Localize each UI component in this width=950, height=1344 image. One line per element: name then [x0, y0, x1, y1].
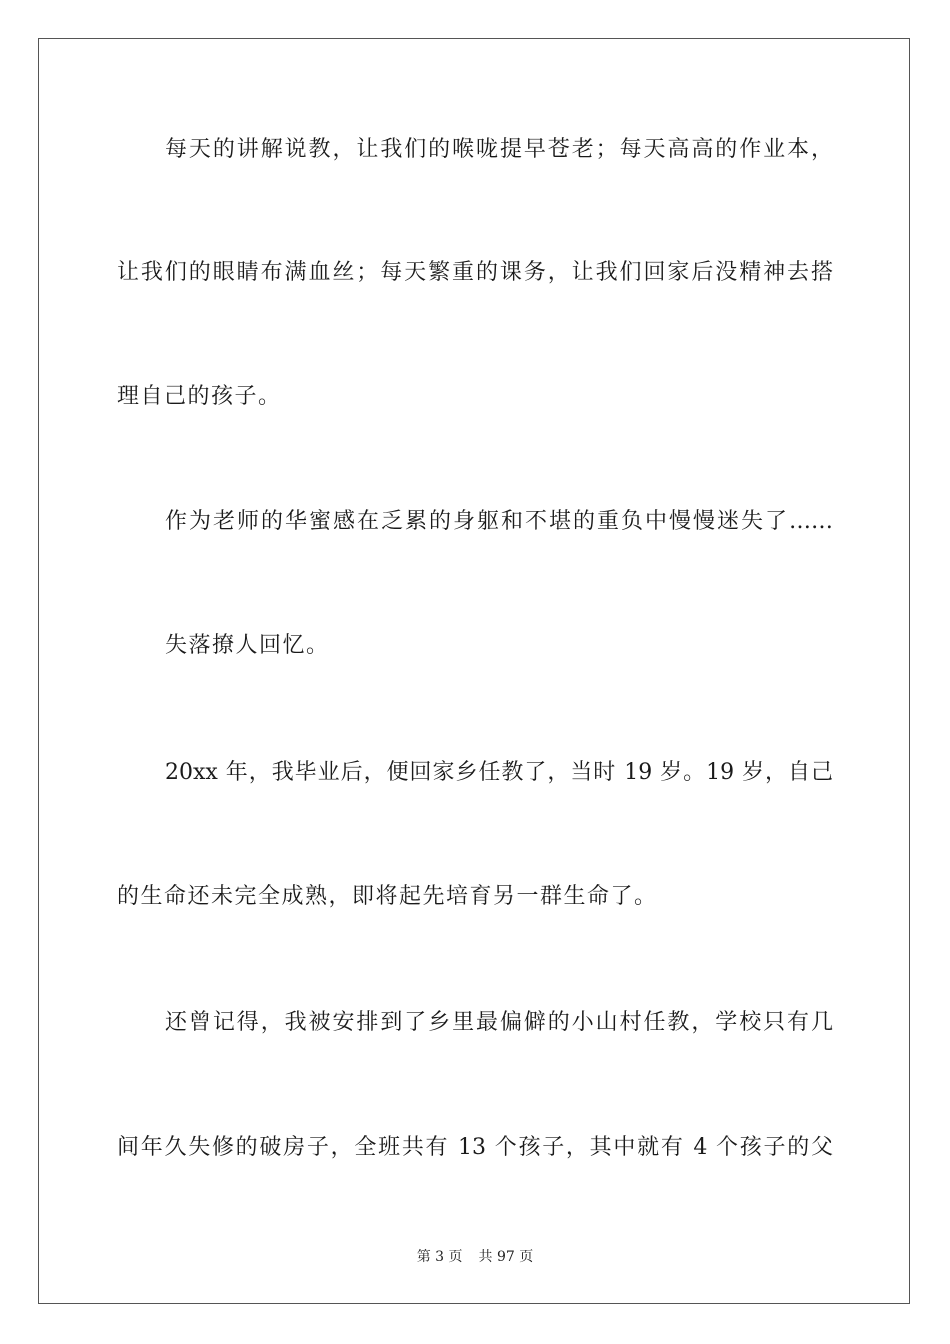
body-line-9: 间年久失修的破房子，全班共有 13 个孩子，其中就有 4 个孩子的父 — [117, 1135, 833, 1160]
body-line-1: 每天的讲解说教，让我们的喉咙提早苍老；每天高高的作业本， — [165, 137, 833, 162]
body-line-7: 的生命还未完全成熟，即将起先培育另一群生命了。 — [117, 884, 658, 909]
body-line-6: 20xx 年，我毕业后，便回家乡任教了，当时 19 岁。19 岁，自己 — [165, 760, 833, 785]
body-line-3: 理自己的孩子。 — [117, 384, 282, 409]
page-number: 第 3 页 — [416, 1249, 463, 1265]
body-line-5: 失落撩人回忆。 — [165, 633, 330, 658]
body-line-2: 让我们的眼睛布满血丝；每天繁重的课务，让我们回家后没精神去搭 — [117, 260, 833, 285]
page-border — [38, 38, 910, 1304]
page-footer — [0, 1248, 950, 1266]
body-line-4: 作为老师的华蜜感在乏累的身躯和不堪的重负中慢慢迷失了…… — [165, 509, 833, 534]
body-line-8: 还曾记得，我被安排到了乡里最偏僻的小山村任教，学校只有几 — [165, 1010, 833, 1035]
page-total: 共 97 页 — [478, 1249, 534, 1265]
